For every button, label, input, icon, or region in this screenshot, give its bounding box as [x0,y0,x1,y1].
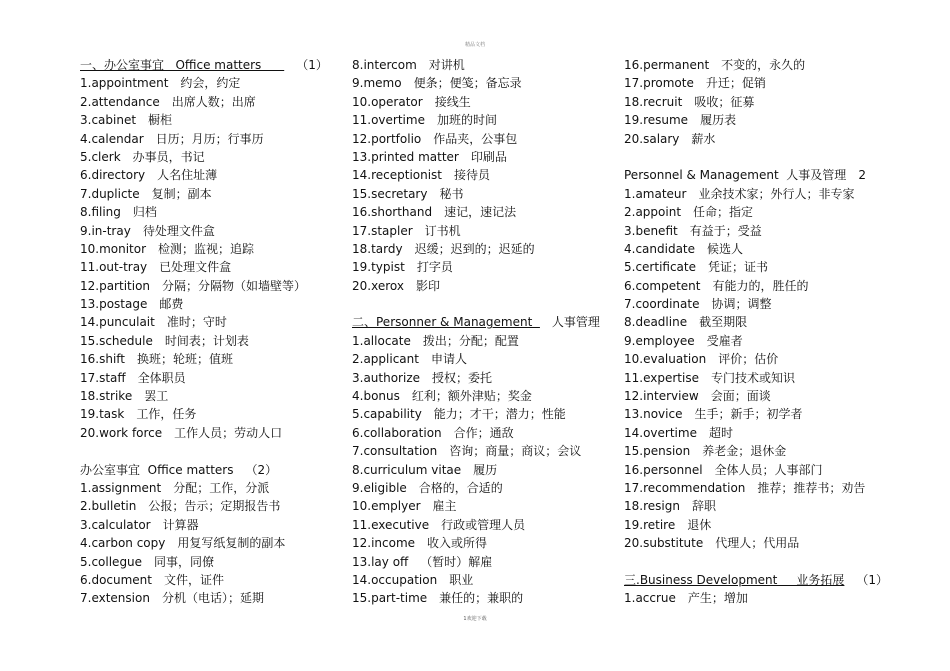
vocab-meaning: 准时；守时 [166,315,227,330]
vocab-item [352,258,614,276]
vocab-term: 6.collaboration [352,425,442,440]
vocab-meaning: 履历 [473,462,498,477]
vocab-item [624,534,886,552]
vocab-meaning: 工作，任务 [136,407,197,422]
vocab-meaning: 工作人员；劳动人口 [174,425,283,440]
vocab-term: 1.appointment [80,76,169,91]
vocab-meaning: 用复写纸复制的副本 [177,536,286,551]
vocab-term: 16.shift [80,352,125,367]
vocab-meaning: 薪水 [691,131,716,146]
vocab-item [80,571,342,589]
vocab-term: 8.filing [80,205,121,220]
vocab-item [624,350,886,368]
vocab-meaning: 专门技术或知识 [710,370,795,385]
vocab-term: 1.amateur [624,186,687,201]
vocab-term: 8.curriculum vitae [352,462,462,477]
page-footer-note: 1欢迎下载 [463,616,487,622]
vocab-meaning: （暂时）解雇 [420,554,493,569]
vocab-term: 6.competent [624,278,701,293]
vocab-item [352,222,614,240]
vocab-term: 15.pension [624,444,691,459]
vocab-item [80,93,342,111]
vocab-meaning: 履历表 [700,113,737,128]
vocab-item [80,222,342,240]
vocab-term: 11.overtime [352,113,425,128]
vocab-meaning: 兼任的；兼职的 [439,591,524,606]
vocab-meaning: 不变的，永久的 [721,58,806,72]
vocab-meaning: 加班的时间 [436,113,497,128]
section-heading [80,461,342,479]
vocab-term: 17.staff [80,370,126,385]
vocab-meaning: 评价；估价 [718,352,779,367]
vocab-item [352,405,614,423]
vocab-term: 15.part-time [352,591,428,606]
vocab-meaning: 待处理文件盒 [142,223,215,238]
vocab-term: 20.work force [80,425,163,440]
section-heading-title: 一、办公室事宜 Office matters [80,58,285,72]
vocab-item [624,589,886,607]
vocab-meaning: 代理人；代用品 [715,536,800,551]
vocab-term: 7.extension [80,591,150,606]
section-heading-suffix: （1） [296,58,328,72]
vocab-meaning: 退休 [687,517,712,532]
vocab-term: 11.expertise [624,370,699,385]
vocab-term: 6.directory [80,168,146,183]
section-heading-title: 二、Personner & Management [352,315,540,330]
vocab-item [80,166,342,184]
vocab-item [80,405,342,423]
vocab-item [624,332,886,350]
vocab-item [624,240,886,258]
vocab-item [624,442,886,460]
column-3 [624,56,889,608]
section-heading-title: 三.Business Development 业务拓展 [624,572,845,587]
vocab-term: 14.receptionist [352,168,443,183]
vocab-item [624,258,886,276]
vocab-term: 9.memo [352,76,402,91]
vocab-meaning: 有能力的，胜任的 [712,278,809,293]
vocab-meaning: 全体人员；人事部门 [714,462,823,477]
vocab-item [352,130,614,148]
vocab-meaning: 会面；面谈 [710,389,771,404]
spacer [80,442,342,460]
section-heading-suffix: （1） [856,572,889,587]
vocab-item [80,111,342,129]
vocab-meaning: 分隔；分隔物（如墙壁等） [162,278,307,293]
vocab-item [624,497,886,515]
vocab-meaning: 归档 [132,205,157,220]
vocab-item [352,534,614,552]
vocab-meaning: 接待员 [454,168,491,183]
vocab-meaning: 合作；通敌 [453,425,514,440]
vocab-term: 4.bonus [352,389,400,404]
vocab-item [352,74,614,92]
vocab-item [80,332,342,350]
vocab-meaning: 有益于；受益 [689,223,762,238]
vocab-term: 8.deadline [624,315,688,330]
vocab-item [80,277,342,295]
vocab-term: 18.strike [80,389,133,404]
vocab-term: 5.collegue [80,554,143,569]
vocab-item [624,185,886,203]
section-heading [624,166,886,184]
vocab-item [352,571,614,589]
vocab-meaning: 邮费 [159,297,184,312]
vocab-meaning: 罢工 [144,389,169,404]
vocab-term: 18.tardy [352,241,403,256]
vocab-term: 10.operator [352,94,423,109]
vocab-item [352,424,614,442]
vocab-item [80,240,342,258]
vocab-term: 4.candidate [624,241,696,256]
vocab-item [80,479,342,497]
vocab-term: 12.portfolio [352,131,422,146]
vocab-meaning: 候选人 [707,241,744,256]
section-heading [352,313,614,331]
vocab-item [352,369,614,387]
vocab-item [624,405,886,423]
vocab-term: 20.xerox [352,278,404,293]
vocab-meaning: 产生；增加 [687,591,748,606]
vocab-meaning: 检测；监视；追踪 [158,241,255,256]
vocab-item [624,56,886,74]
vocab-meaning: 时间表；计划表 [164,333,249,348]
vocab-term: 13.lay off [352,554,409,569]
vocab-meaning: 截至期限 [699,315,748,330]
vocab-item [80,350,342,368]
vocab-meaning: 升迁；促销 [705,76,766,91]
vocab-item [80,589,342,607]
spacer [624,553,886,571]
vocab-meaning: 出席人数；出席 [171,94,256,109]
vocab-meaning: 秘书 [439,186,464,201]
vocab-term: 19.retire [624,517,676,532]
vocab-item [80,424,342,442]
vocab-meaning: 收入或所得 [427,536,488,551]
vocab-item [80,534,342,552]
vocab-meaning: 咨询；商量；商议；会议 [449,444,582,459]
vocab-term: 3.calculator [80,517,151,532]
vocab-meaning: 分配；工作，分派 [173,480,270,495]
vocab-meaning: 红利；额外津贴；奖金 [411,389,532,404]
section-heading-suffix: 人事管理 [551,315,600,330]
vocab-item [80,258,342,276]
vocab-meaning: 雇主 [432,499,457,514]
vocab-term: 16.permanent [624,58,710,72]
vocab-term: 5.certificate [624,260,696,275]
vocab-item [352,111,614,129]
vocab-item [80,148,342,166]
vocab-term: 12.interview [624,389,699,404]
vocab-meaning: 协调；调整 [711,297,772,312]
spacer [624,148,886,166]
vocab-meaning: 授权；委托 [432,370,493,385]
vocab-meaning: 全体职员 [137,370,186,385]
vocab-item [80,185,342,203]
vocab-item [352,387,614,405]
vocab-term: 1.assignment [80,480,162,495]
vocab-item [352,148,614,166]
page-header-note: 精品文档 [464,42,485,48]
section-heading [624,571,889,589]
vocab-meaning: 印刷品 [470,149,507,164]
vocab-term: 3.authorize [352,370,421,385]
vocab-item [352,56,614,74]
vocab-item [80,553,342,571]
vocab-term: 20.salary [624,131,680,146]
vocab-meaning: 便条；便笺；备忘录 [413,76,522,91]
vocab-item [624,479,886,497]
vocab-item [624,74,886,92]
spacer [352,295,614,313]
vocab-item [80,516,342,534]
vocab-item [352,461,614,479]
vocab-meaning: 养老金；退休金 [702,444,787,459]
column-1 [80,56,342,608]
vocab-term: 17.promote [624,76,694,91]
vocab-item [352,516,614,534]
vocab-item [80,74,342,92]
vocab-item [80,313,342,331]
vocab-term: 13.postage [80,297,148,312]
vocab-item [352,497,614,515]
vocab-item [624,130,886,148]
vocab-term: 17.stapler [352,223,413,238]
vocab-item [80,369,342,387]
vocab-meaning: 对讲机 [428,58,465,72]
vocab-meaning: 换班；轮班；值班 [137,352,234,367]
vocab-term: 2.applicant [352,352,419,367]
vocab-meaning: 申请人 [430,352,467,367]
vocab-meaning: 迟缓；迟到的；迟延的 [414,241,535,256]
vocab-meaning: 日历；月历；行事历 [155,131,264,146]
vocab-meaning: 能力；才干；潜力；性能 [433,407,566,422]
vocab-item [80,497,342,515]
vocab-term: 2.appoint [624,205,682,220]
vocab-item [624,516,886,534]
vocab-meaning: 办事员，书记 [132,149,205,164]
vocab-meaning: 接线生 [434,94,471,109]
vocab-term: 1.accrue [624,591,676,606]
vocab-term: 2.bulletin [80,499,137,514]
vocab-term: 18.recruit [624,94,683,109]
vocab-term: 14.occupation [352,572,438,587]
vocab-term: 3.benefit [624,223,678,238]
vocab-term: 1.allocate [352,333,411,348]
vocab-term: 11.out-tray [80,260,148,275]
section-heading-suffix: （2） [245,462,278,477]
vocab-term: 10.emplyer [352,499,421,514]
vocab-item [80,130,342,148]
vocab-item [352,166,614,184]
vocab-item [624,203,886,221]
vocab-item [352,185,614,203]
section-heading [80,56,342,74]
vocab-meaning: 作品夹，公事包 [433,131,518,146]
vocab-term: 2.attendance [80,94,160,109]
vocab-item [352,203,614,221]
vocab-item [80,387,342,405]
vocab-term: 19.task [80,407,125,422]
vocab-term: 14.punculait [80,315,155,330]
vocab-term: 3.cabinet [80,113,137,128]
vocab-meaning: 打字员 [416,260,453,275]
vocab-meaning: 速记，速记法 [444,205,517,220]
vocab-item [624,369,886,387]
vocab-meaning: 拨出；分配；配置 [422,333,519,348]
vocab-item [624,93,886,111]
vocab-term: 9.in-tray [80,223,131,238]
vocab-item [80,295,342,313]
vocab-term: 14.overtime [624,425,697,440]
vocab-item [352,93,614,111]
vocab-item [352,442,614,460]
vocab-meaning: 文件，证件 [164,572,225,587]
vocab-meaning: 橱柜 [148,113,173,128]
vocab-term: 7.duplicte [80,186,140,201]
vocab-term: 5.capability [352,407,422,422]
vocab-term: 9.eligible [352,480,407,495]
vocab-item [624,313,886,331]
section-heading-suffix: 2 [858,168,866,183]
vocab-term: 7.coordinate [624,297,700,312]
vocab-meaning: 生手；新手；初学者 [694,407,803,422]
vocab-item [352,277,614,295]
vocab-term: 16.shorthand [352,205,433,220]
section-heading-title: 办公室事宜 Office matters [80,462,234,477]
vocab-term: 12.income [352,536,416,551]
vocab-item [352,240,614,258]
vocab-meaning: 影印 [415,278,440,293]
vocab-meaning: 业余技术家；外行人；非专家 [698,186,855,201]
vocab-meaning: 复制；副本 [151,186,212,201]
vocab-item [624,222,886,240]
vocab-item [352,332,614,350]
vocab-meaning: 凭证；证书 [708,260,769,275]
vocab-term: 15.secretary [352,186,428,201]
vocab-meaning: 同事，同僚 [154,554,215,569]
vocab-item [352,479,614,497]
vocab-term: 13.printed matter [352,149,459,164]
vocab-meaning: 人名住址薄 [157,168,218,183]
vocab-item [624,277,886,295]
vocab-term: 10.evaluation [624,352,707,367]
vocab-term: 4.carbon copy [80,536,166,551]
vocab-meaning: 分机（电话）；延期 [161,591,264,606]
vocab-term: 20.substitute [624,536,704,551]
vocab-meaning: 辞职 [691,499,716,514]
vocab-meaning: 行政或管理人员 [441,517,526,532]
vocab-meaning: 受雇者 [706,333,743,348]
vocab-meaning: 超时 [708,425,733,440]
column-2 [352,56,614,608]
vocab-term: 5.clerk [80,149,121,164]
vocab-meaning: 计算器 [162,517,199,532]
vocab-term: 16.personnel [624,462,703,477]
vocab-term: 8.intercom [352,58,417,72]
vocab-item [624,295,886,313]
vocab-term: 19.typist [352,260,405,275]
vocab-meaning: 任命；指定 [693,205,754,220]
vocab-term: 4.calendar [80,131,144,146]
vocab-item [624,387,886,405]
vocab-meaning: 约会，约定 [180,76,241,91]
vocab-term: 11.executive [352,517,430,532]
vocab-term: 19.resume [624,113,689,128]
vocab-term: 7.consultation [352,444,438,459]
vocab-item [352,350,614,368]
vocab-meaning: 合格的，合适的 [418,480,503,495]
vocab-item [624,424,886,442]
vocab-meaning: 公报；告示；定期报告书 [148,499,281,514]
vocab-item [624,111,886,129]
vocab-item [624,461,886,479]
vocab-term: 13.novice [624,407,683,422]
vocab-meaning: 吸收；征募 [694,94,755,109]
section-heading-title: Personnel & Management 人事及管理 [624,168,847,183]
vocab-item [80,203,342,221]
vocab-term: 18.resign [624,499,680,514]
vocab-item [352,589,614,607]
vocab-meaning: 已处理文件盒 [159,260,232,275]
vocab-term: 17.recommendation [624,480,746,495]
vocab-term: 12.partition [80,278,151,293]
vocab-term: 9.employee [624,333,695,348]
vocab-term: 10.monitor [80,241,147,256]
vocab-term: 6.document [80,572,152,587]
vocab-term: 15.schedule [80,333,153,348]
vocab-meaning: 职业 [449,572,474,587]
vocab-meaning: 推荐；推荐书；劝告 [757,480,866,495]
vocab-item [352,553,614,571]
vocab-meaning: 订书机 [424,223,461,238]
